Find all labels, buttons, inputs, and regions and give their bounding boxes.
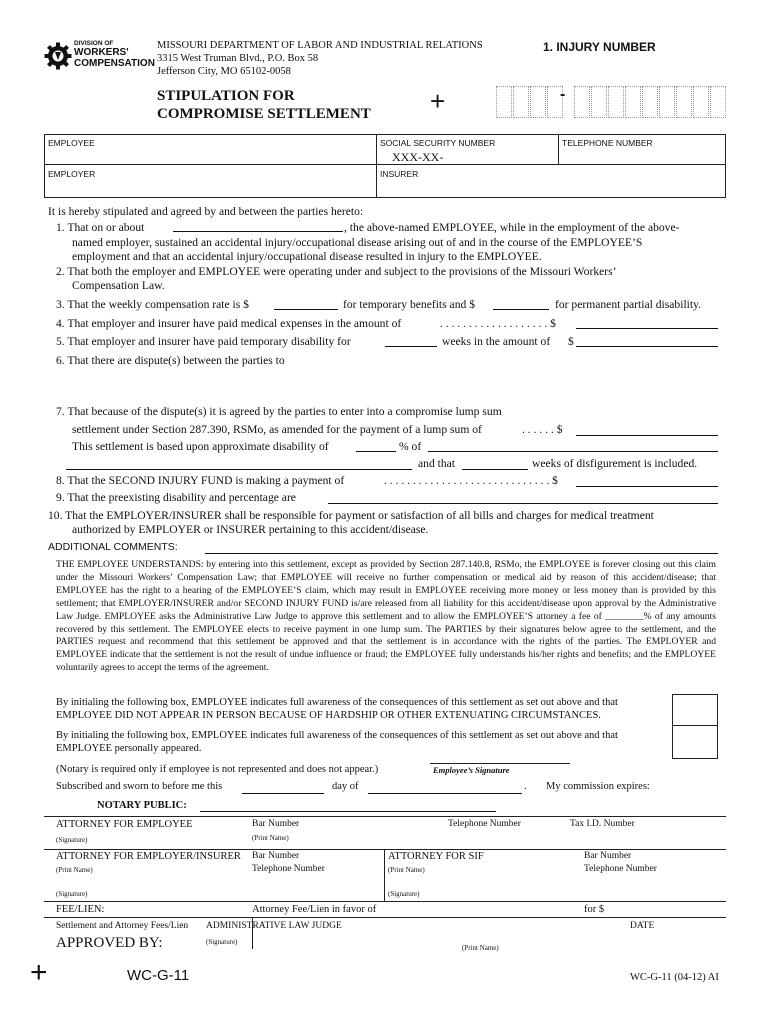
form-code-large: WC-G-11	[127, 967, 190, 984]
disability-extra-field[interactable]	[66, 469, 412, 470]
additional-comments-label: ADDITIONAL COMMENTS:	[48, 541, 178, 553]
item3-text-c: for permanent partial disability.	[555, 298, 702, 311]
attorney-employer-bar-label: Bar Number	[252, 851, 300, 861]
logo-compensation: COMPENSATION	[74, 58, 155, 69]
notary-day-field[interactable]	[242, 793, 324, 794]
medical-expenses-field[interactable]	[576, 328, 718, 329]
injury-number-label: 1. INJURY NUMBER	[543, 40, 656, 54]
item3-text-a: 3. That the weekly compensation rate is $	[56, 298, 249, 311]
item5-text-c: $	[568, 335, 574, 348]
item8-dots: . . . . . . . . . . . . . . . . . . . . . . . . . . . . . $	[384, 474, 558, 487]
dwc-logo	[44, 40, 155, 72]
intro-text: It is hereby stipulated and agreed by and between the parties hereto:	[48, 205, 364, 218]
commission-expires-label: My commission expires:	[546, 781, 650, 792]
item1-text-b: , the above-named EMPLOYEE, while in the employment of the above-	[344, 221, 680, 234]
preexisting-disability-field[interactable]	[328, 503, 718, 504]
employer-field[interactable]	[48, 169, 368, 195]
item4-dots: . . . . . . . . . . . . . . . . . . . $	[440, 317, 556, 330]
alj-label: ADMINISTRATIVE LAW JUDGE	[206, 921, 342, 931]
day-of-text: day of	[332, 781, 359, 792]
item7-text-d: and that	[418, 457, 456, 470]
attorney-employee-label: ATTORNEY FOR EMPLOYEE	[56, 819, 193, 830]
approved-by-label: APPROVED BY:	[56, 935, 163, 951]
item8-text: 8. That the SECOND INJURY FUND is making a payment of	[56, 474, 345, 487]
registration-plus-mark: +	[430, 86, 446, 116]
item6-text: 6. That there are dispute(s) between the parties to	[56, 354, 285, 367]
item9-text: 9. That the preexisting disability and percentage are	[56, 491, 296, 504]
employee-label: EMPLOYEE	[48, 138, 95, 148]
print-name-hint: (Print Name)	[388, 866, 425, 874]
attorney-sif-print-name-field[interactable]	[388, 866, 568, 874]
attorney-sif-phone-label: Telephone Number	[584, 864, 657, 874]
temp-disability-weeks-field[interactable]	[385, 346, 437, 347]
employee-signature-field[interactable]	[430, 763, 570, 764]
subscribed-text: Subscribed and sworn to before me this	[56, 781, 223, 792]
injury-date-field[interactable]	[173, 231, 343, 232]
logo-division-of: DIVISION OF	[74, 40, 114, 47]
form-revision: WC-G-11 (04-12) AI	[630, 972, 719, 983]
temporary-rate-field[interactable]	[274, 309, 338, 310]
initial-hardship-text-b: EMPLOYEE DID NOT APPEAR IN PERSON BECAUSE OF HARDSHIP OR OTHER EXTENUATING CIRCUMSTANCES.	[56, 710, 601, 721]
employee-field[interactable]	[48, 138, 368, 162]
item5-text-b: weeks in the amount of	[442, 335, 551, 348]
item1-text-c: named employer, sustained an accidental injury/occupational disease arising out of and in the course of the EMPLOYEE’S	[72, 236, 643, 249]
item1-text-d: employment and that an accidental injury/occupational disease resulted in injury to the EMPLOYEE.	[72, 250, 542, 263]
item10-text-a: 10. That the EMPLOYER/INSURER shall be responsible for payment or satisfaction of all bills and charges for medical treatment	[48, 509, 654, 522]
item3-text-b: for temporary benefits and $	[343, 298, 475, 311]
insurer-label: INSURER	[380, 169, 419, 179]
disability-body-part-field[interactable]	[428, 451, 718, 452]
notary-public-label: NOTARY PUBLIC:	[97, 800, 187, 811]
disfigurement-weeks-field[interactable]	[462, 469, 528, 470]
print-name-hint: (Print Name)	[56, 866, 93, 874]
print-name-hint: (Print Name)	[462, 944, 499, 952]
disability-percent-field[interactable]	[356, 451, 396, 452]
attorney-employer-signature-field[interactable]	[56, 890, 236, 898]
item7-text-c: This settlement is based upon approximate disability of	[72, 440, 329, 453]
print-name-hint: (Print Name)	[252, 834, 289, 842]
fee-lien-amount-label: for $	[584, 904, 605, 915]
date-label: DATE	[630, 921, 655, 931]
initial-appeared-text-a: By initialing the following box, EMPLOYEE indicates full awareness of the consequences of this settlement as set out above and that	[56, 730, 618, 741]
alj-signature-field[interactable]	[206, 938, 406, 946]
attorney-employee-bar-label: Bar Number	[252, 819, 300, 829]
item1-text-a: 1. That on or about	[56, 221, 145, 234]
injury-number-dash: -	[560, 86, 566, 103]
attorney-sif-label: ATTORNEY FOR SIF	[388, 851, 484, 862]
signature-hint: (Signature)	[388, 890, 420, 898]
fee-lien-label: FEE/LIEN:	[56, 904, 105, 915]
attorney-employee-signature-field[interactable]	[56, 836, 236, 844]
telephone-field[interactable]	[562, 138, 722, 162]
form-title-line2: COMPROMISE SETTLEMENT	[157, 106, 371, 122]
permanent-rate-field[interactable]	[493, 309, 549, 310]
footer-plus-mark: +	[30, 956, 48, 989]
additional-comments-field[interactable]	[205, 553, 718, 554]
agency-name: MISSOURI DEPARTMENT OF LABOR AND INDUSTRIAL RELATIONS	[157, 40, 483, 51]
item7-text-a: 7. That because of the dispute(s) it is agreed by the parties to enter into a compromise lump sum	[56, 405, 502, 418]
signature-hint: (Signature)	[206, 938, 238, 946]
initial-hardship-box[interactable]	[672, 694, 718, 726]
notary-period: .	[524, 781, 527, 792]
item2-text-a: 2. That both the employer and EMPLOYEE were operating under and subject to the provisions of the Missouri Workers’	[56, 265, 617, 278]
agency-address-2: Jefferson City, MO 65102-0058	[157, 66, 291, 77]
notary-month-field[interactable]	[368, 793, 522, 794]
attorney-sif-bar-label: Bar Number	[584, 851, 632, 861]
agency-address-1: 3315 West Truman Blvd., P.O. Box 58	[157, 53, 319, 64]
initial-appeared-text-b: EMPLOYEE personally appeared.	[56, 743, 202, 754]
signature-hint: (Signature)	[56, 890, 88, 898]
attorney-employer-phone-label: Telephone Number	[252, 864, 325, 874]
item10-text-b: authorized by EMPLOYER or INSURER pertaining to this accident/disease.	[72, 523, 429, 536]
insurer-field[interactable]	[380, 169, 720, 195]
attorney-employer-label: ATTORNEY FOR EMPLOYER/INSURER	[56, 851, 241, 862]
attorney-employee-phone-label: Telephone Number	[448, 819, 521, 829]
initial-hardship-text-a: By initialing the following box, EMPLOYEE indicates full awareness of the consequences of this settlement as set out above and that	[56, 697, 618, 708]
settlement-fees-label: Settlement and Attorney Fees/Lien	[56, 921, 189, 931]
attorney-employee-print-name-field[interactable]	[252, 834, 432, 842]
item4-text: 4. That employer and insurer have paid medical expenses in the amount of	[56, 317, 402, 330]
item7-text-d2: weeks of disfigurement is included.	[532, 457, 698, 470]
logo-workers: WORKERS'	[74, 47, 129, 58]
sif-payment-field[interactable]	[576, 486, 718, 487]
notary-required-note: (Notary is required only if employee is not represented and does not appear.)	[56, 764, 379, 775]
fee-lien-favor-label: Attorney Fee/Lien in favor of	[252, 904, 377, 915]
form-title-line1: STIPULATION FOR	[157, 88, 295, 104]
telephone-label: TELEPHONE NUMBER	[562, 138, 653, 148]
attorney-employee-taxid-label: Tax I.D. Number	[570, 819, 635, 829]
alj-print-name-field[interactable]	[462, 944, 622, 952]
item5-text-a: 5. That employer and insurer have paid temporary disability for	[56, 335, 351, 348]
item7-text-c2: % of	[399, 440, 422, 453]
gear-logo-icon	[44, 42, 72, 70]
notary-public-field[interactable]	[200, 811, 496, 812]
ssn-label: SOCIAL SECURITY NUMBER	[380, 138, 496, 148]
signature-hint: (Signature)	[56, 836, 88, 844]
employer-label: EMPLOYER	[48, 169, 96, 179]
dispute-description-area[interactable]	[72, 368, 718, 402]
initial-appeared-box[interactable]	[672, 725, 718, 759]
item7-text-b: settlement under Section 287.390, RSMo, as amended for the payment of a lump sum of	[72, 423, 482, 436]
employee-signature-label: Employee’s Signature	[433, 765, 510, 775]
lump-sum-field[interactable]	[576, 435, 718, 436]
item2-text-b: Compensation Law.	[72, 279, 165, 292]
attorney-employer-print-name-field[interactable]	[56, 866, 236, 874]
injury-number-seq-boxes[interactable]	[574, 86, 727, 118]
temp-disability-amount-field[interactable]	[576, 346, 718, 347]
attorney-sif-signature-field[interactable]	[388, 890, 568, 898]
injury-number-year-boxes[interactable]	[496, 86, 564, 118]
ssn-field[interactable]: XXX-XX-	[392, 150, 444, 164]
item7-dots: . . . . . . $	[522, 423, 563, 436]
employee-understands-paragraph: THE EMPLOYEE UNDERSTANDS: by entering into this settlement, except as provided by Section 287.140.8, RSMo, the EMPLOYEE is forever closing out this claim under the Missouri Workers’ Compensation Law; that EMPLOYEE will receive no further compensation or medical aid by reason of this accident/disease; that EMPLOYEE has the right to a hearing of the EMPLOYEE’S claim, which may result in EMPLOYEE receiving more money or less money than is provided by this settlement; that EMPLOYER/INSURER and/or SECOND INJURY FUND is/are released from all liability for this accident/disease upon approval by the Administrative Law Judge. EMPLOYEE asks the Administrative Law Judge to approve this settlement and to allow the EMPLOYEE’S attorney a fee of ________% of any amounts recovered by this settlement. The EMPLOYEE elects to receive payment in one lump sum. The PARTIES by their signatures below agree to the settlement, and the PARTIES request and recommend that this settlement be approved and that the settlement is in accordance with the rights of the parties. The EMPLOYER and EMPLOYEE indicate that the settlement is not the result of undue influence or fraud; the EMPLOYEE fully understands his/her rights and benefits; and the EMPLOYEE voluntarily agrees to accept the terms of the agreement.	[56, 559, 716, 674]
